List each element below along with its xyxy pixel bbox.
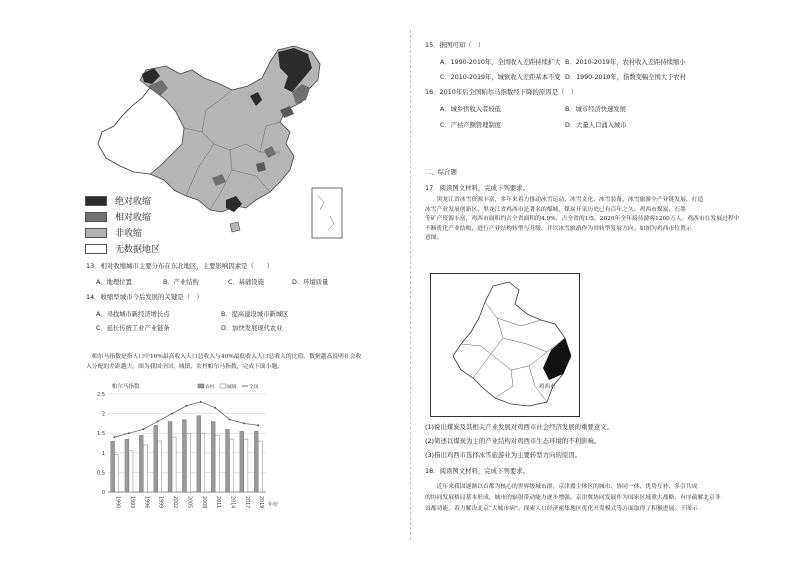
bar-urban bbox=[215, 435, 219, 492]
legend-swatch-relative bbox=[85, 212, 107, 222]
legend-swatch-non bbox=[85, 228, 107, 238]
q14-option-b[interactable]: B．提高建设城市新城区 bbox=[221, 311, 289, 318]
q16-option-c[interactable]: C．产枯产额管理制度 bbox=[440, 122, 502, 129]
chart-legend-label: 全国 bbox=[249, 385, 259, 390]
bar-rural bbox=[125, 439, 129, 492]
q17-para-line: 意图。 bbox=[425, 235, 443, 242]
chart-legend-swatch bbox=[220, 384, 226, 388]
q14-option-a[interactable]: A．寻找城市新经济增长点 bbox=[96, 311, 170, 318]
chart-ytick-label: 2.5 bbox=[97, 392, 105, 398]
point-national bbox=[114, 436, 116, 438]
bar-urban bbox=[129, 451, 133, 492]
bar-urban bbox=[115, 455, 119, 492]
q16-option-d[interactable]: D．大量人口涌入城市 bbox=[565, 122, 627, 129]
chart-xtick-label: 1993 bbox=[128, 496, 134, 509]
bar-rural bbox=[154, 425, 158, 492]
bar-urban bbox=[258, 441, 262, 492]
point-national bbox=[157, 420, 159, 422]
point-national bbox=[142, 428, 144, 430]
bar-urban bbox=[172, 437, 176, 492]
chart-xtick-label: 2017 bbox=[243, 496, 249, 509]
point-national bbox=[185, 405, 187, 407]
bar-urban bbox=[158, 441, 162, 492]
q13-option-d[interactable]: D．环境质量 bbox=[292, 279, 329, 286]
chart-xtick-label: 1999 bbox=[157, 496, 163, 509]
chart-ytick-label: 1.5 bbox=[97, 431, 105, 438]
map-label-jixi: 鸡西市 bbox=[539, 384, 556, 390]
legend-label-absolute: 绝对收缩 bbox=[115, 197, 152, 207]
point-national bbox=[257, 424, 259, 426]
bar-urban bbox=[186, 433, 190, 492]
bar-rural bbox=[240, 431, 244, 492]
chart-xlabel: 年份 bbox=[268, 502, 279, 508]
q17-para-line: 冰雪产业发展创新区。黑龙江省鸡西市是著名的煤城，煤炭开采历史已有百年之久。鸡西市煤炭、石墨 bbox=[425, 206, 686, 213]
point-national bbox=[128, 432, 130, 434]
question-16-stem: 16．2010年后全国帕尔马指数经下降的原因是（ ） bbox=[425, 88, 578, 96]
bar-rural bbox=[139, 435, 143, 492]
chart-legend-label: 城镇 bbox=[227, 385, 237, 390]
heilongjiang-map-frame bbox=[430, 273, 580, 417]
question-13-stem: 13．相对收缩城市主要分布在东北地区，主要影响因素是（ ） bbox=[86, 262, 274, 270]
south-sea-inset bbox=[312, 188, 342, 238]
q17-subquestion-1: (1)说出煤炭及其相关产业发展对鸡西市社会经济发展的重要意义。 bbox=[425, 423, 613, 431]
chart-xtick-label: 2011 bbox=[215, 496, 221, 509]
bar-rural bbox=[168, 421, 172, 492]
q15-option-a[interactable]: A．1990-2010年，全国收入差距持续扩大 bbox=[440, 59, 561, 66]
q14-option-d[interactable]: D．加快发展现代农业 bbox=[221, 325, 283, 332]
section-comprehensive-title: 二、综合题 bbox=[425, 168, 457, 176]
chart-xtick-label: 2002 bbox=[172, 496, 178, 509]
legend-swatch-nodata bbox=[85, 244, 107, 254]
chart-ytick-label: 2 bbox=[101, 411, 105, 418]
chart-xtick-label: 2014 bbox=[229, 496, 235, 509]
legend-label-nodata: 无数据地区 bbox=[115, 245, 161, 255]
legend-swatch-absolute bbox=[85, 196, 107, 206]
legend-label-non: 非收缩 bbox=[115, 229, 143, 239]
point-national bbox=[200, 401, 202, 403]
q17-para-line: 黑龙江省冰雪资源丰富，多年来着力推动冰雪运动、冰雪文化、冰雪装备、冰雪旅游全产业链发展，打造 bbox=[425, 197, 704, 203]
q17-para-line: 等矿产资源丰富，鸡西市面积约占全省面积的4.9%，占全省的1/5，2020年全年接待游客1200万人。鸡西市在发展过程中 bbox=[425, 216, 740, 223]
chart-xtick-label: 1996 bbox=[143, 496, 149, 509]
bar-rural bbox=[182, 419, 186, 492]
q17-subquestion-2: (2)简述以煤炭为主的产业结构对鸡西市生态环境的不利影响。 bbox=[425, 437, 601, 445]
palma-intro-line1: 帕尔马指数是指人口中10%最高收入人口总收入与40%最低收入人口总收入的比值，数据越高说明社会收 bbox=[92, 354, 362, 360]
legend-label-relative: 相对收缩 bbox=[115, 213, 152, 223]
question-17-stem: 17．阅读图文材料，完成下列要求。 bbox=[425, 184, 529, 192]
q13-option-c[interactable]: C．基础设施 bbox=[228, 279, 264, 286]
q17-material bbox=[425, 196, 780, 244]
q13-option-a[interactable]: A．地理位置 bbox=[96, 279, 132, 286]
bar-urban bbox=[244, 439, 248, 492]
heilongjiang-map bbox=[431, 274, 579, 416]
palma-intro-line2: 入分配的差距越大。图为我国全国、城镇、农村帕尔马指数，完成下面小题。 bbox=[86, 364, 284, 370]
chart-legend-swatch bbox=[198, 384, 204, 388]
q18-para-line: 首都功能，着力解决北京“大城市病”。探索人口经济密集地区优化开发模式等方面取得了积极进展。下图示 bbox=[425, 506, 698, 512]
q17-para-line: 不断优化产业结构，进行产业结构转型与升级，并以冰雪旅游作为其转型发展方向。如图为鸡西市位置示 bbox=[425, 225, 692, 232]
point-national bbox=[243, 422, 245, 424]
bar-rural bbox=[254, 431, 258, 492]
chart-xtick-label: 1990 bbox=[114, 496, 120, 509]
chart-legend-label: 农村 bbox=[205, 385, 215, 390]
point-national bbox=[214, 407, 216, 409]
bar-urban bbox=[143, 445, 147, 492]
q18-material bbox=[425, 482, 785, 515]
q15-option-d[interactable]: D．1990-2010年，指数变幅全国大于农村 bbox=[565, 74, 687, 81]
bar-rural bbox=[225, 429, 229, 492]
chart-ylabel: 帕尔马指数 bbox=[112, 384, 140, 390]
question-15-stem: 15．据图可知（ ） bbox=[425, 41, 485, 49]
q18-para-line: 近年来我国逐渐以首都为核心的世界级城市群，京津冀主体区的城市、协同一体、优势互补、多引共成 bbox=[425, 484, 698, 490]
chart-xtick-label: 2019 bbox=[258, 496, 264, 509]
point-national bbox=[229, 418, 231, 420]
chart-ytick-label: 0.5 bbox=[97, 470, 105, 477]
palma-index-chart bbox=[86, 380, 286, 540]
chart-xtick-label: 2005 bbox=[186, 496, 192, 509]
q18-para-line: 的协同发展格局基本形成，城市的辐射带动能力逐步增强。京津冀协同发展作为国家区域重大战略，有序疏解北京非 bbox=[425, 495, 721, 501]
bar-rural bbox=[111, 441, 115, 492]
q16-option-a[interactable]: A．城乡供收入者较低 bbox=[440, 106, 501, 113]
question-14-stem: 14．收缩型城市今后发展的关键是（ ） bbox=[86, 293, 203, 301]
q14-option-c[interactable]: C．延长传统工业产业链条 bbox=[96, 325, 170, 332]
q13-option-b[interactable]: B．产业结构 bbox=[163, 279, 199, 286]
question-18-stem: 18．阅读图文材料，完成下列要求。 bbox=[425, 467, 529, 475]
bar-urban bbox=[230, 439, 234, 492]
point-national bbox=[171, 413, 173, 415]
bar-urban bbox=[201, 433, 205, 492]
q15-option-c[interactable]: C．2010-2019年，城镇收入差距基本不变 bbox=[440, 74, 561, 81]
q16-option-b[interactable]: B．城市经济快速发展 bbox=[565, 106, 626, 113]
chart-xtick-label: 2008 bbox=[200, 496, 206, 509]
chart-ytick-label: 0 bbox=[101, 490, 105, 496]
chart-ytick-label: 1 bbox=[101, 450, 105, 457]
q15-option-b[interactable]: B．2010-2019年，农村收入差距持续缩小 bbox=[565, 59, 686, 66]
bar-rural bbox=[211, 421, 215, 492]
column-divider bbox=[410, 30, 411, 540]
bar-rural bbox=[197, 416, 201, 492]
q17-subquestion-3: (3)指出鸡西市选择冰雪旅游业为主要转型方向的原因。 bbox=[425, 451, 582, 459]
